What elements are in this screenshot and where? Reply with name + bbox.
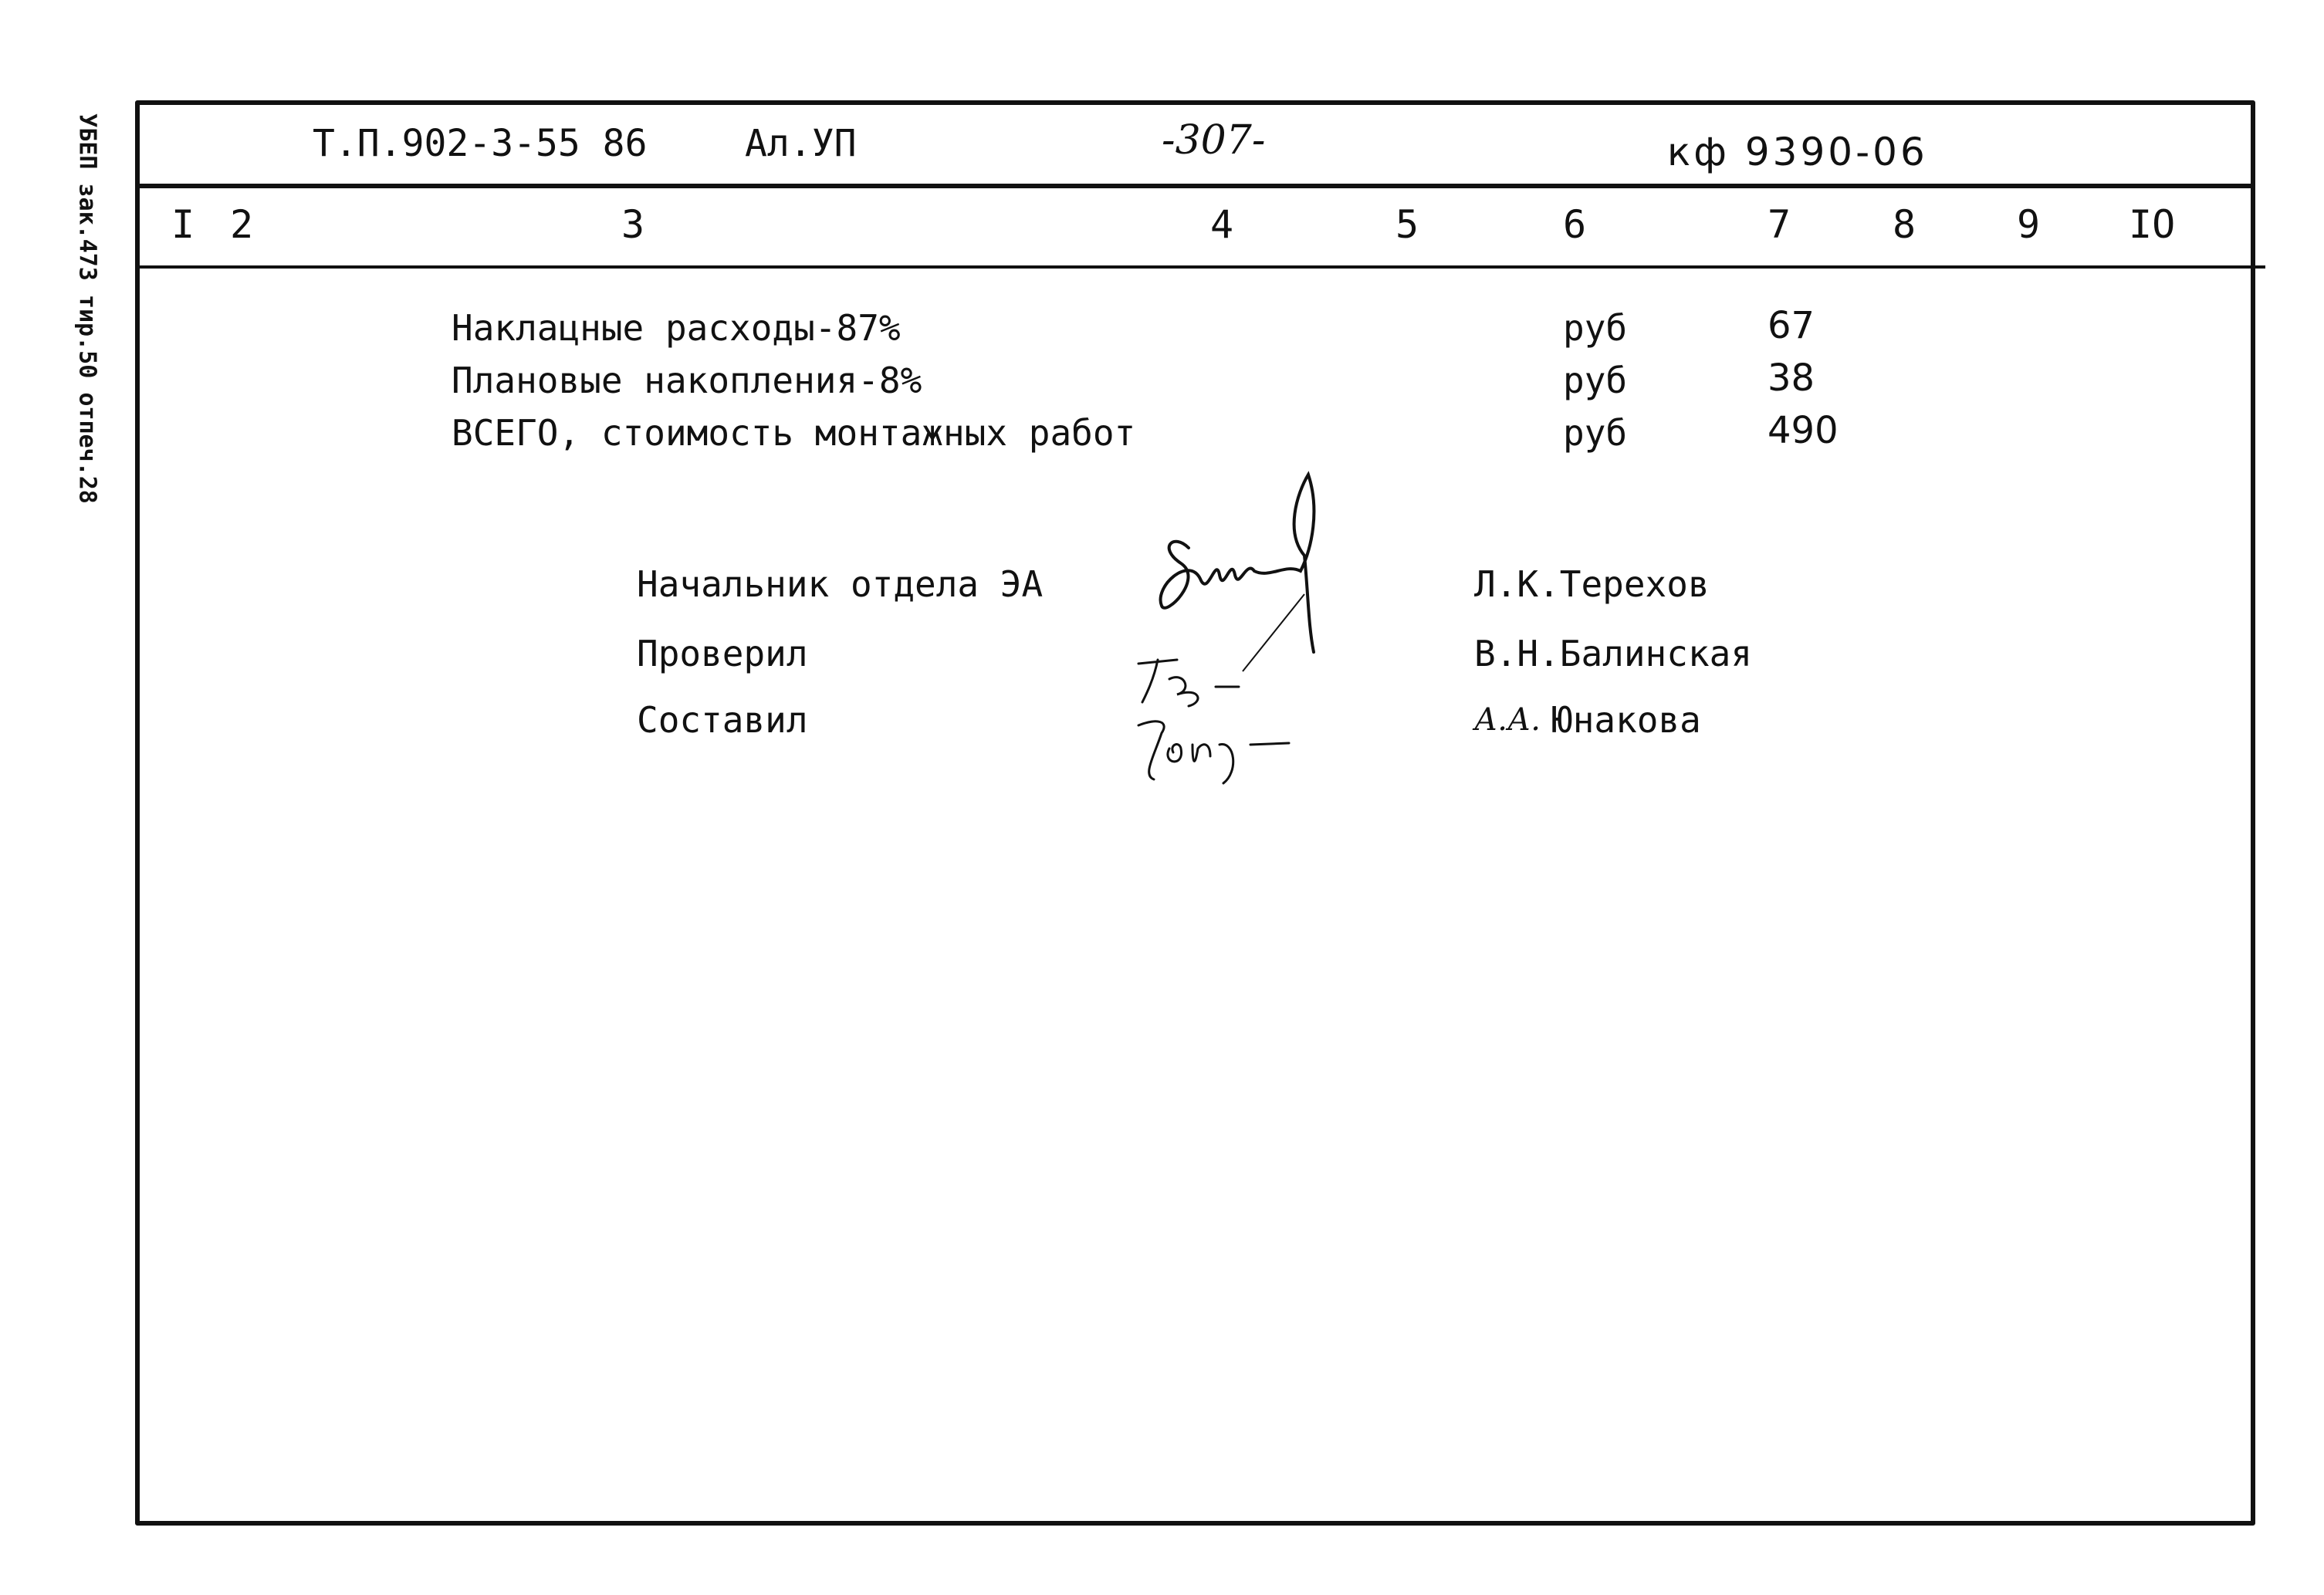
signature-role: Начальник отдела ЭА — [637, 563, 1044, 605]
column-number: I — [171, 202, 195, 247]
column-number: 2 — [230, 202, 254, 247]
row-name: Наклацные расходы-87% — [452, 307, 901, 349]
handwritten-signature-compiled — [1127, 710, 1312, 787]
signature-role: Составил — [637, 699, 808, 741]
column-number: 8 — [1893, 202, 1916, 247]
row-unit: руб — [1563, 360, 1628, 401]
signature-name: Л.К.Терехов — [1474, 563, 1710, 605]
row-value: 67 — [1768, 304, 1815, 347]
column-number: IO — [2129, 202, 2176, 247]
project-code: Т.П.902-3-55 86 — [313, 122, 648, 165]
signature-initials: А.А. — [1474, 702, 1541, 738]
column-header-divider — [135, 265, 2265, 269]
row-name: Плановые накопления-8% — [452, 360, 922, 401]
row-unit: руб — [1563, 412, 1628, 454]
side-stamp — [52, 108, 122, 509]
signature-name: Юнакова — [1551, 699, 1701, 741]
column-number: 5 — [1395, 202, 1419, 247]
column-number: 6 — [1563, 202, 1587, 247]
side-stamp-text: УБЕП зак.473 тир.50 отпеч.28 — [73, 113, 101, 504]
column-number: 3 — [621, 202, 645, 247]
signature-role: Проверил — [637, 633, 808, 674]
header-divider — [135, 184, 2255, 188]
handwritten-signature-head — [1142, 463, 1374, 671]
column-number: 9 — [2017, 202, 2041, 247]
row-value: 38 — [1768, 357, 1815, 400]
row-unit: руб — [1563, 307, 1628, 349]
signature-name: В.Н.Балинская — [1474, 633, 1753, 674]
album-label: Ал.УП — [745, 122, 857, 165]
row-value: 490 — [1768, 409, 1839, 452]
column-number: 7 — [1768, 202, 1791, 247]
column-number: 4 — [1210, 202, 1234, 247]
doc-code: кф 9390-06 — [1667, 130, 1928, 174]
row-name: ВСЕГО, стоимость монтажных работ — [452, 412, 1136, 454]
handwritten-signature-checked — [1131, 648, 1285, 718]
page-number: -307- — [1162, 117, 1266, 164]
